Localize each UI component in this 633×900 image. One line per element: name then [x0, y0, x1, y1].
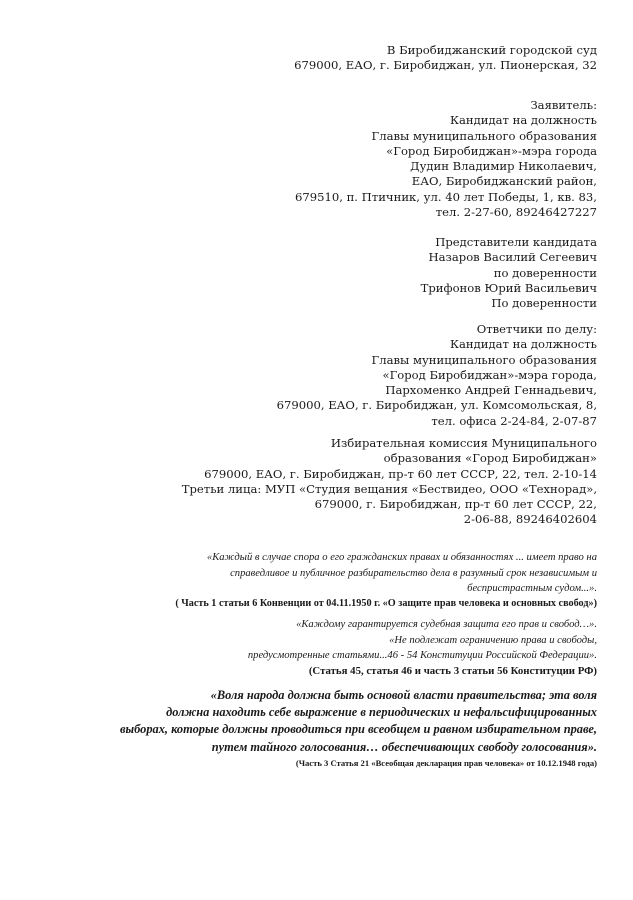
epigraph-line: путем тайного голосования… обеспечивающих свободу голосования».: [211, 739, 597, 754]
epigraph-declaration: [120, 687, 597, 768]
respondent-line: Главы муниципального образования: [371, 352, 597, 367]
epigraph-line: предусмотренные статьями...46 - 54 Конституции Российской Федерации».: [247, 650, 597, 661]
epigraph-line: «Не подлежат ограничению права и свободы,: [389, 634, 597, 646]
respondent-line: «Город Биробиджан»-мэра города,: [382, 367, 597, 382]
commission-line: Избирательная комиссия Муниципального: [330, 436, 597, 450]
applicant-line: ЕАО, Биробиджанский район,: [411, 174, 597, 189]
applicant-address: 679510, п. Птичник, ул. 40 лет Победы, 1, кв. 83,: [294, 189, 597, 204]
applicant-line: «Город Биробиджан»-мэра города: [386, 143, 597, 158]
applicant-name: Дудин Владимир Николаевич,: [410, 159, 597, 174]
representative-name: Назаров Василий Сегеевич: [428, 250, 597, 265]
epigraph-source: (Статья 45, статья 46 и часть 3 статьи 56 Конституции РФ): [308, 664, 597, 677]
representative-name: Трифонов Юрий Васильевич: [420, 280, 597, 295]
third-parties-address: 679000, г. Биробиджан, пр-т 60 лет СССР, 22,: [314, 497, 597, 512]
applicant-line: Главы муниципального образования: [371, 128, 597, 143]
epigraph-line: «Каждому гарантируется судебная защита его прав и свобод…».: [296, 619, 597, 630]
respondent-name: Пархоменко Андрей Геннадьевич,: [385, 383, 597, 398]
respondent-phone: тел. офиса 2-24-84, 2-07-87: [431, 413, 597, 428]
respondent-line: Кандидат на должность: [449, 337, 597, 352]
commission-line: образования «Город Биробиджан»: [383, 451, 597, 466]
representatives-block: [421, 235, 597, 311]
epigraph-line: «Каждый в случае спора о его гражданских правах и обязанностях ... имеет право на: [206, 552, 597, 563]
applicant-line: Кандидат на должность: [449, 113, 597, 128]
epigraph-source: (Часть 3 Статья 21 «Всеобщая декларация прав человека» от 10.12.1948 года): [295, 757, 597, 768]
epigraph-line: выборах, которые должны проводиться при всеобщем и равном избирательном праве,: [120, 722, 597, 737]
third-parties-phone: 2-06-88, 89246402604: [463, 512, 597, 527]
court-address: 679000, ЕАО, г. Биробиджан, ул. Пионерская, 32: [294, 58, 597, 73]
representative-basis: По доверенности: [491, 296, 597, 311]
epigraph-line: беспристрастным судом...».: [467, 583, 597, 594]
epigraph-constitution: [248, 617, 597, 677]
applicant-heading: Заявитель:: [530, 98, 597, 112]
epigraph-line: должна находить себе выражение в периодических и нефальсифицированных: [166, 705, 597, 720]
applicant-block: [295, 98, 597, 220]
commission-block: [182, 436, 597, 528]
respondent-address: 679000, ЕАО, г. Биробиджан, ул. Комсомольская, 8,: [276, 398, 597, 413]
respondents-block: [277, 322, 597, 429]
court-address-block: [294, 43, 597, 74]
representative-basis: по доверенности: [493, 265, 597, 280]
epigraph-line: справедливое и публичное разбирательство дела в разумный срок независимым и: [230, 567, 597, 579]
respondents-heading: Ответчики по делу:: [476, 322, 597, 336]
court-name: В Биробиджанский городской суд: [386, 43, 597, 57]
epigraph-source: ( Часть 1 статьи 6 Конвенции от 04.11.1950 г. «О защите прав человека и основных свобод»): [175, 597, 597, 609]
third-parties-line: Третьи лица: МУП «Студия вещания «Бествидео, ООО «Технорад»,: [181, 481, 597, 496]
epigraph-line: «Воля народа должна быть основой власти правительства; эта воля: [210, 688, 597, 702]
commission-address: 679000, ЕАО, г. Биробиджан, пр-т 60 лет СССР, 22, тел. 2-10-14: [204, 466, 597, 481]
applicant-phone: тел. 2-27-60, 89246427227: [435, 205, 597, 220]
representatives-heading: Представители кандидата: [435, 235, 597, 249]
epigraph-convention: [175, 550, 597, 609]
